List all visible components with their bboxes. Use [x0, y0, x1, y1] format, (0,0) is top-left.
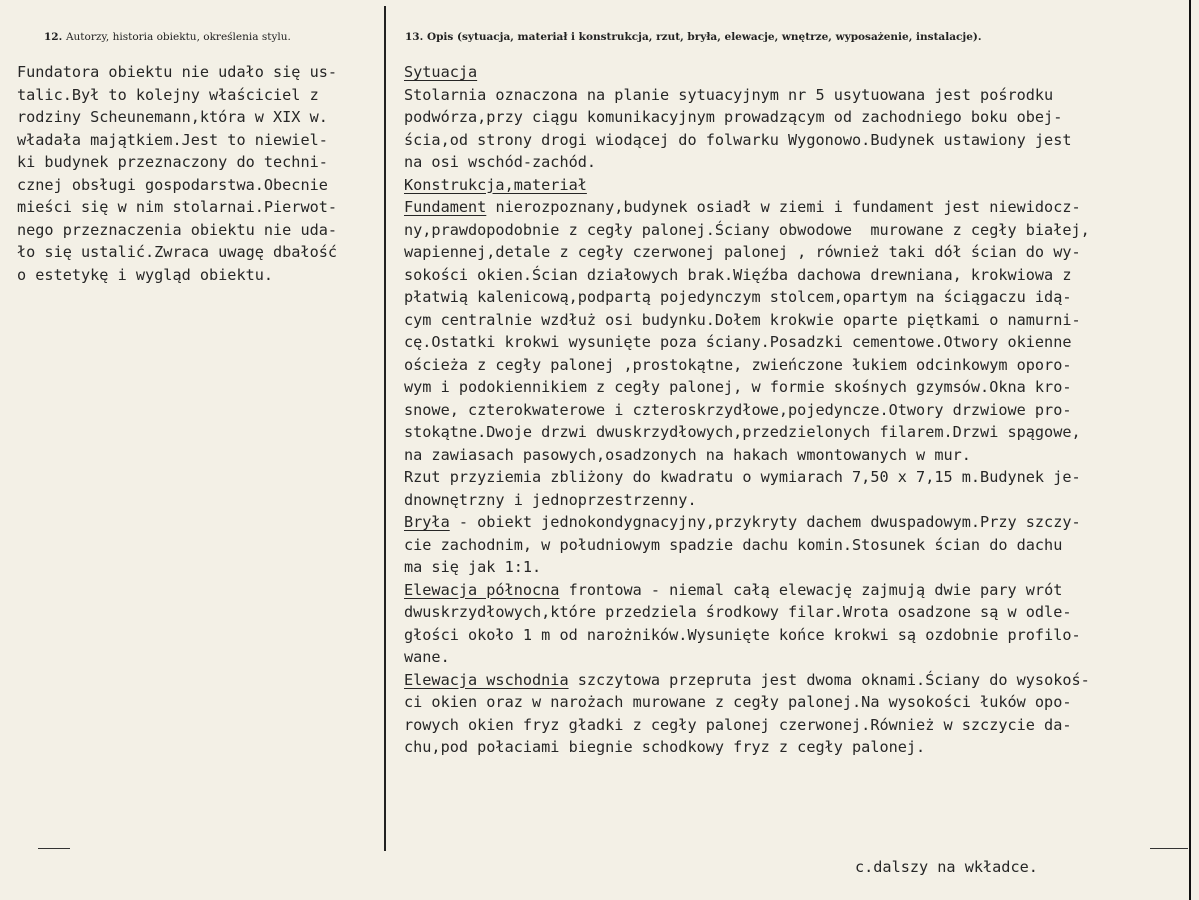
right-header-title: Opis — [426, 31, 454, 43]
left-header-title: Autorzy, historia obiektu, określenia stylu. — [65, 31, 291, 43]
line-text: cym centralnie wzdłuż osi budynku.Dołem krokwie oparte piętkami o namurni- — [404, 310, 1081, 329]
right-text-line — [404, 84, 1090, 107]
right-text-line — [404, 489, 1090, 512]
right-text-line — [404, 466, 1090, 489]
line-text: - obiekt jednokondygnacyjny,przykryty dachem dwuspadowym.Przy szczy- — [449, 513, 1081, 531]
right-text-line — [404, 556, 1090, 579]
right-text-line — [404, 579, 1090, 602]
right-header-subtitle: (sytuacja, materiał i konstrukcja, rzut, bryła, elewacje, wnętrze, wyposażenie, instalacje). — [456, 31, 982, 43]
left-text-line: władała majątkiem.Jest to niewiel- — [17, 130, 328, 149]
left-text-line: talic.Był to kolejny właściciel z — [17, 85, 319, 104]
line-text: dnownętrzny i jednoprzestrzenny. — [404, 490, 697, 509]
right-text-line — [404, 669, 1090, 692]
right-text-line — [404, 196, 1090, 219]
right-text-line — [404, 534, 1090, 557]
right-text-line — [404, 399, 1090, 422]
right-text-line — [404, 691, 1090, 714]
line-text: wapiennej,detale z cegły czerwonej palonej , również taki dół ścian do wy- — [404, 243, 1081, 261]
right-text-line — [404, 151, 1090, 174]
section-heading: Sytuacja — [404, 63, 478, 81]
right-text-line — [404, 264, 1090, 287]
line-text: chu,pod połaciami biegnie schodkowy fryz z cegły palonej. — [404, 738, 926, 756]
line-text: na osi wschód-zachód. — [404, 153, 597, 171]
line-text: na zawiasach pasowych,osadzonych na hakach wmontowanych w mur. — [404, 445, 971, 464]
right-tick-mark — [1150, 848, 1188, 849]
line-text: nierozpoznany,budynek osiadł w ziemi i fundament jest niewidocz- — [486, 198, 1081, 216]
right-text-line — [404, 444, 1090, 467]
line-text: ny,prawdopodobnie z cegły palonej.Ściany obwodowe murowane z cegły białej, — [404, 220, 1090, 239]
right-text-line — [404, 646, 1090, 669]
right-text-line — [404, 511, 1090, 534]
right-text-line — [404, 309, 1090, 332]
line-text: snowe, czterokwaterowe i czteroskrzydłowe,pojedyncze.Otwory drzwiowe pro- — [404, 400, 1072, 419]
right-text-line — [404, 129, 1090, 152]
section-heading: Konstrukcja,materiał — [404, 175, 587, 194]
section-heading: Elewacja północna — [404, 580, 560, 599]
section-heading: Elewacja wschodnia — [404, 670, 569, 689]
line-text: podwórza,przy ciągu komunikacyjnym prowadzącym od zachodniego boku obej- — [404, 108, 1063, 126]
right-text-line — [404, 714, 1090, 737]
line-text: ościeża z cegły palonej ,prostokątne, zwieńczone łukiem odcinkowym oporo- — [404, 355, 1072, 374]
section-heading: Fundament — [404, 198, 487, 216]
left-header-number: 12. — [44, 31, 63, 43]
right-text-line — [404, 241, 1090, 264]
line-text: głości około 1 m od narożników.Wysunięte końce krokwi są ozdobnie profilo- — [404, 625, 1081, 644]
left-text-line: ki budynek przeznaczony do techni- — [17, 153, 328, 171]
right-text-line — [404, 354, 1090, 377]
right-text-line — [404, 736, 1090, 759]
right-text-line — [404, 331, 1090, 354]
line-text: ci okien oraz w narożach murowane z cegły palonej.Na wysokości łuków opo- — [404, 693, 1072, 711]
line-text: wym i podokiennikiem z cegły palonej, w formie skośnych gzymsów.Okna kro- — [404, 378, 1072, 396]
left-text-line: rodziny Scheunemann,która w XIX w. — [17, 108, 328, 126]
line-text: cę.Ostatki krokwi wysunięte poza ściany.Posadzki cementowe.Otwory okienne — [404, 333, 1072, 351]
right-text-line — [404, 61, 1090, 84]
left-text-line: o estetykę i wygląd obiektu. — [17, 265, 274, 284]
line-text: rowych okien fryz gładki z cegły palonej czerwonej.Również w szczycie da- — [404, 715, 1072, 734]
right-column-header — [405, 31, 982, 43]
section-heading: Bryła — [404, 513, 450, 531]
left-text-line: nego przeznaczenia obiektu nie uda- — [17, 220, 338, 239]
line-text: frontowa - niemal całą elewację zajmują dwie pary wrót — [559, 580, 1063, 599]
continuation-note: c.dalszy na wkładce. — [855, 858, 1038, 876]
line-text: Rzut przyziemia zbliżony do kwadratu o wymiarach 7,50 x 7,15 m.Budynek je- — [404, 468, 1081, 486]
line-text: wane. — [404, 648, 450, 666]
right-text-line — [404, 376, 1090, 399]
line-text: ścia,od strony drogi wiodącej do folwarku Wygonowo.Budynek ustawiony jest — [404, 130, 1072, 149]
left-column-header — [44, 31, 291, 43]
right-text-line — [404, 219, 1090, 242]
right-column-text — [404, 61, 1090, 759]
line-text: cie zachodnim, w południowym spadzie dachu komin.Stosunek ścian do dachu — [404, 535, 1063, 554]
line-text: stokątne.Dwoje drzwi dwuskrzydłowych,przedzielonych filarem.Drzwi spągowe, — [404, 423, 1081, 441]
left-column-text — [17, 61, 337, 286]
left-text-line: cznej obsługi gospodarstwa.Obecnie — [17, 175, 328, 194]
right-text-line — [404, 286, 1090, 309]
line-text: dwuskrzydłowych,które przedziela środkowy filar.Wrota osadzone są w odle- — [404, 603, 1072, 621]
line-text: ma się jak 1:1. — [404, 558, 542, 576]
left-text-line: Fundatora obiektu nie udało się us- — [17, 63, 338, 81]
line-text: szczytowa przepruta jest dwoma oknami.Ściany do wysokoś- — [568, 670, 1090, 689]
page-right-border — [1189, 0, 1191, 900]
right-header-number: 13. — [405, 31, 424, 43]
line-text: płatwią kalenicową,podpartą pojedynczym stolcem,opartym na ściągaczu idą- — [404, 288, 1072, 306]
left-text-line: ło się ustalić.Zwraca uwagę dbałość — [17, 243, 338, 261]
right-text-line — [404, 421, 1090, 444]
right-text-line — [404, 601, 1090, 624]
left-tick-mark — [38, 848, 70, 849]
column-divider — [384, 6, 386, 851]
line-text: sokości okien.Ścian działowych brak.Więźba dachowa drewniana, krokwiowa z — [404, 265, 1072, 284]
right-text-line — [404, 106, 1090, 129]
right-text-line — [404, 624, 1090, 647]
right-text-line — [404, 174, 1090, 197]
left-text-line: mieści się w nim stolarnai.Pierwot- — [17, 198, 338, 216]
line-text: Stolarnia oznaczona na planie sytuacyjnym nr 5 usytuowana jest pośrodku — [404, 85, 1054, 104]
